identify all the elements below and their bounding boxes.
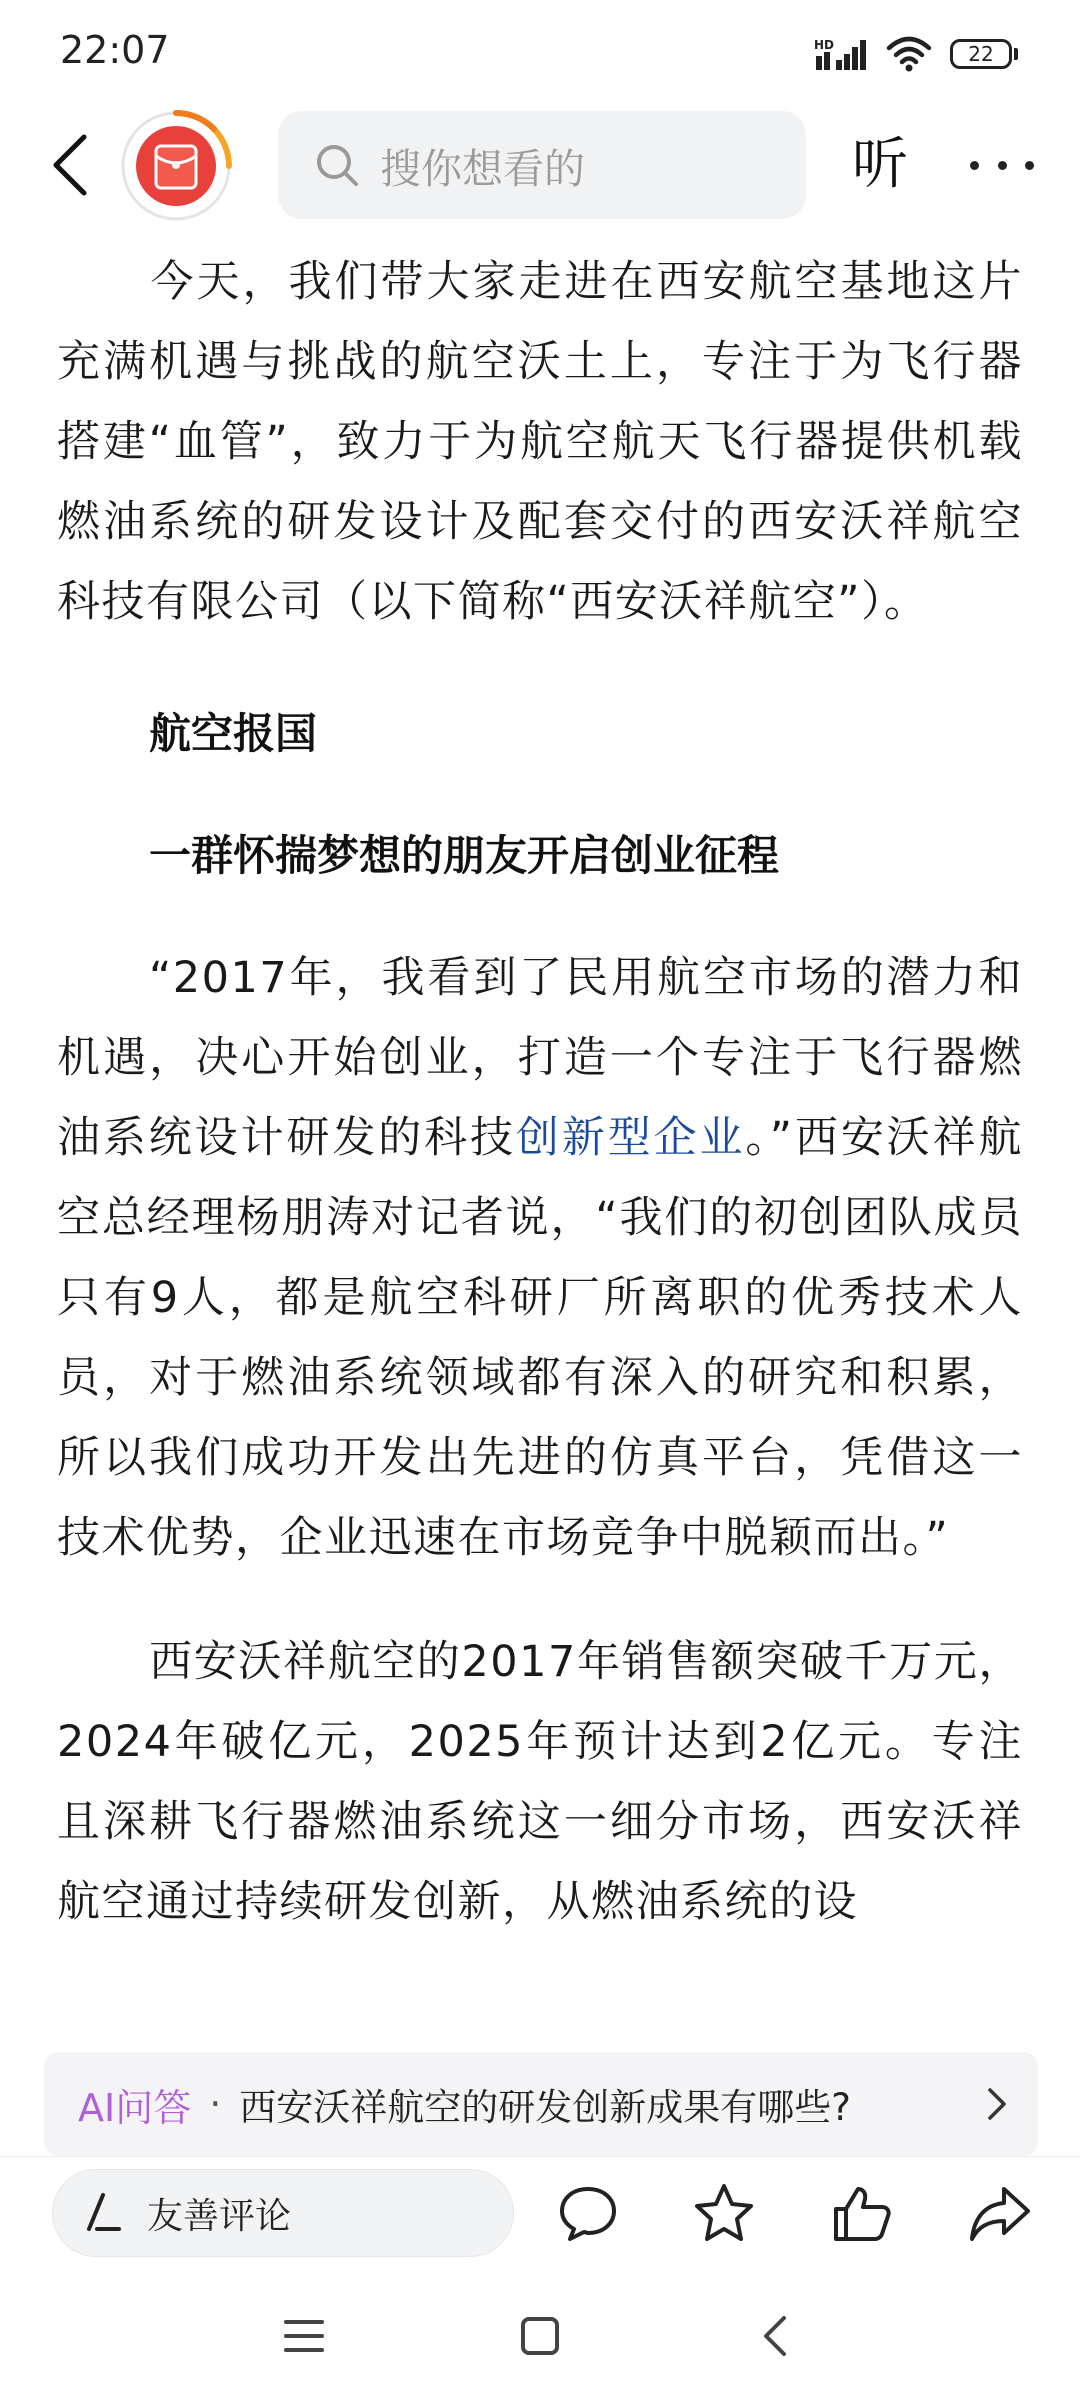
ai-question: 西安沃祥航空的研发创新成果有哪些? bbox=[239, 2086, 851, 2129]
section-subheading: 一群怀揣梦想的朋友开启创业征程 bbox=[149, 831, 780, 880]
red-envelope-logo-icon[interactable] bbox=[118, 108, 234, 224]
status-bar bbox=[0, 0, 1080, 105]
article-paragraph bbox=[57, 1622, 1023, 1942]
wifi-icon bbox=[886, 36, 932, 72]
top-bar bbox=[0, 105, 1080, 225]
battery-level: 22 bbox=[950, 39, 1012, 69]
paragraph-text: “2017年，我看到了民用航空市场的潜力和机遇，决心开始创业，打造一个专注于飞行器燃油系统设计研发的科技 bbox=[57, 953, 1023, 1163]
more-icon[interactable] bbox=[970, 135, 1034, 195]
back-button[interactable] bbox=[40, 125, 100, 205]
ai-separator: · bbox=[209, 2082, 222, 2126]
status-icons bbox=[814, 32, 1018, 76]
battery-icon bbox=[950, 39, 1018, 69]
back-arrow-icon bbox=[50, 133, 90, 197]
keyword-link[interactable]: 创新型企业 bbox=[515, 1113, 746, 1163]
comment-placeholder: 友善评论 bbox=[147, 2195, 292, 2237]
status-time: 22:07 bbox=[60, 28, 170, 72]
paragraph-text: 今天，我们带大家走进在西安航空基地这片充满机遇与挑战的航空沃土上，专注于为飞行器搭建“血管”，致力于为航空航天飞行器提供机载燃油系统的研发设计及配套交付的西安沃祥航空科技有限公司（以下简称“西安沃祥航空”）。 bbox=[57, 257, 1023, 627]
star-icon[interactable] bbox=[692, 2181, 756, 2245]
search-placeholder: 搜你想看的 bbox=[380, 144, 585, 193]
paragraph-text: 。”西安沃祥航空总经理杨朋涛对记者说，“我们的初创团队成员只有9人，都是航空科研厂所离职的优秀技术人员，对于燃油系统领域都有深入的研究和积累，所以我们成功开发出先进的仿真平台，凭借这一技术优势，企业迅速在市场竞争中脱颖而出。” bbox=[57, 1113, 1024, 1563]
back-icon[interactable] bbox=[758, 2314, 792, 2358]
comment-input[interactable] bbox=[52, 2169, 514, 2257]
article-paragraph bbox=[57, 938, 1023, 1578]
ai-question-bar[interactable] bbox=[44, 2052, 1038, 2156]
signal-icon bbox=[814, 36, 868, 72]
search-input[interactable] bbox=[278, 111, 806, 219]
paragraph-text: 西安沃祥航空的2017年销售额突破千万元，2024年破亿元，2025年预计达到2亿元。专注且深耕飞行器燃油系统这一细分市场，西安沃祥航空通过持续研发创新，从燃油系统的设 bbox=[57, 1637, 1023, 1927]
pen-icon bbox=[83, 2191, 123, 2235]
system-nav-bar bbox=[0, 2272, 1080, 2400]
ai-label: AI问答 bbox=[78, 2085, 192, 2130]
article-body bbox=[57, 242, 1023, 1942]
action-bar bbox=[0, 2156, 1080, 2271]
home-icon[interactable] bbox=[518, 2314, 562, 2358]
share-icon[interactable] bbox=[968, 2181, 1032, 2245]
listen-button[interactable]: 听 bbox=[852, 132, 908, 197]
comment-icon[interactable] bbox=[556, 2181, 620, 2245]
section-heading: 航空报国 bbox=[149, 709, 318, 758]
chevron-right-icon bbox=[986, 2086, 1008, 2122]
search-icon bbox=[314, 142, 360, 188]
network-badge: HD bbox=[814, 38, 835, 52]
article-paragraph bbox=[57, 242, 1023, 642]
like-icon[interactable] bbox=[830, 2181, 894, 2245]
menu-icon[interactable] bbox=[282, 2314, 326, 2358]
